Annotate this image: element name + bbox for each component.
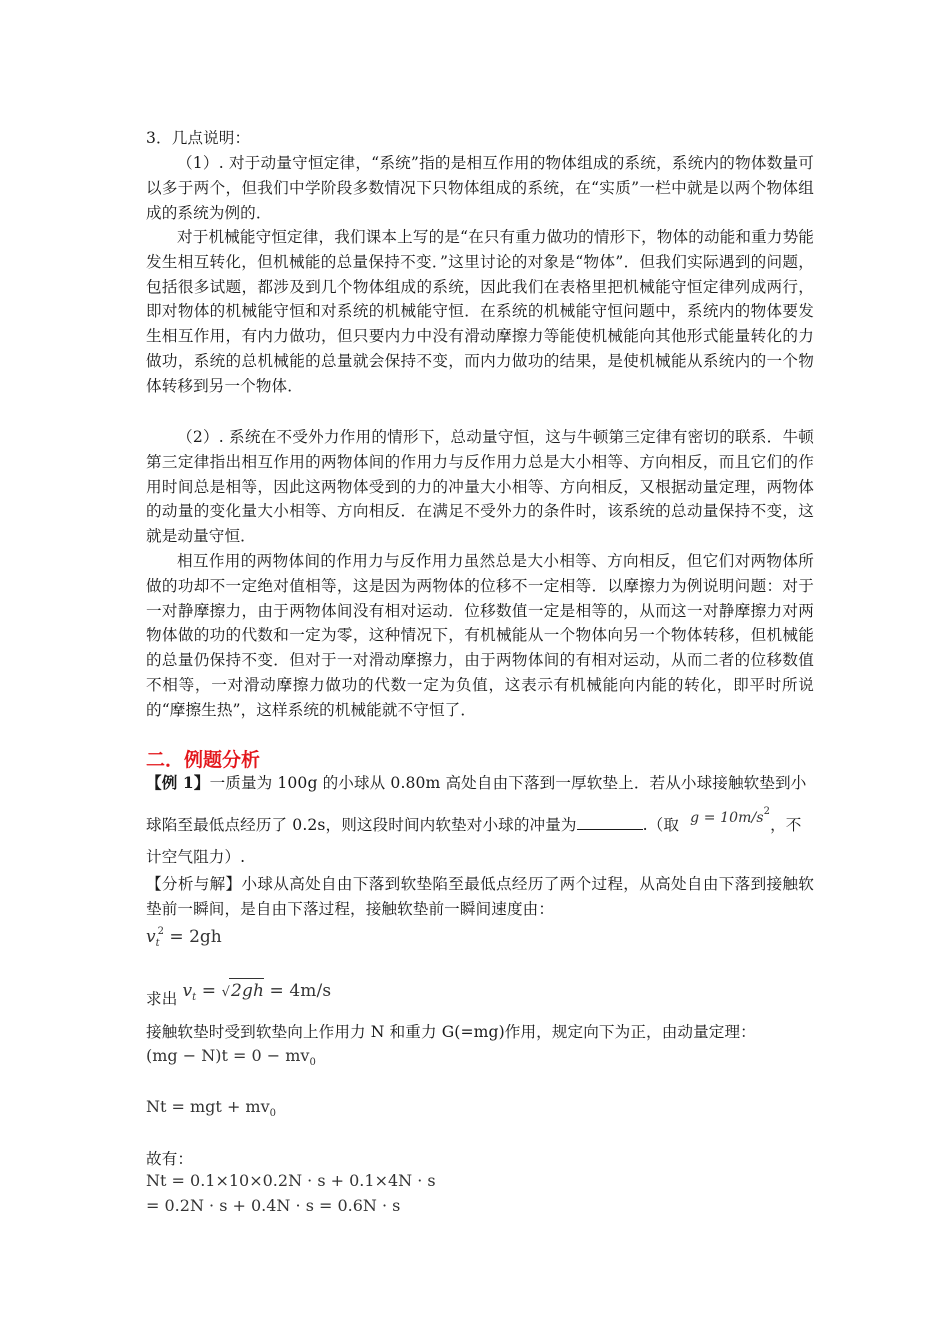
question-text-2: 球陷至最低点经历了 0.2s，则这段时间内软垫对小球的冲量为 (146, 816, 577, 834)
question-text-2c: ，不 (770, 816, 802, 834)
analysis-text: 小球从高处自由下落到软垫陷至最低点经历了两个过程，从高处自由下落到接触软垫前一瞬间，是自由下落过程，接触软垫前一瞬间速度由： (146, 875, 814, 918)
gravity-formula: $g = 10m/s^2$ (690, 806, 771, 826)
momentum-equation-2: Nt = mgt + $mv_0$ (146, 1097, 277, 1119)
section-3-title: 3．几点说明： (146, 129, 251, 147)
contact-text: 接触软垫时受到软垫向上作用力 N 和重力 G(=mg)作用，规定向下为正，由动量定理： (146, 1023, 756, 1041)
therefore-label: 故有： (146, 1150, 194, 1168)
answer-blank (577, 815, 643, 830)
eq2-rhs: = 4m/s (269, 981, 332, 1001)
equation-vt-result: 求出 $v_t = √2gh = 4m/s$ (146, 978, 814, 1011)
question-text-2b: .（取 (642, 816, 680, 834)
section-heading: 二．例题分析 (146, 749, 261, 771)
question-text-1: 一质量为 100g 的小球从 0.80m 高处自由下落到一厚软垫上．若从小球接触软垫到小 (209, 774, 807, 792)
equation-vt-squared: $v_t^2 = 2gh$ (146, 926, 222, 949)
example-question-line-1 (146, 771, 814, 796)
paragraph-4: 相互作用的两物体间的作用力与反作用力虽然总是大小相等、方向相反，但它们对两物体所做的功却不一定绝对值相等，这是因为两物体的位移不一定相等．以摩擦力为例说明问题：对于一对静摩擦力，由于两物体间没有相对运动．位移数值一定是相等的，从而这一对静摩擦力对两物体做的功的代数和一定为零，这种情况下，有机械能从一个物体向另一个物体转移，但机械能的总量仍保持不变．但对于一对滑动摩擦力，由于两物体间的有相对运动，从而二者的位移数值不相等，一对滑动摩擦力做功的代数一定为负值，这表示有机械能向内能的转化，即平时所说的“摩擦生热”，这样系统的机械能就不守恒了． (146, 552, 814, 719)
paragraph-1: （1）. 对于动量守恒定律，“系统”指的是相互作用的物体组成的系统，系统内的物体数量可以多于两个，但我们中学阶段多数情况下只物体组成的系统，在“实质”一栏中就是以两个物体组成的系统为例的． (146, 154, 814, 222)
calculation-line-2: = 0.2N · s + 0.4N · s = 0.6N · s (146, 1196, 401, 1215)
solve-label: 求出 (146, 990, 178, 1008)
example-tag: 【例 1】 (146, 773, 210, 792)
eq1-rhs: = 2gh (169, 927, 222, 947)
calculation-line-1: Nt = 0.1×10×0.2N · s + 0.1×4N · s (146, 1171, 436, 1190)
analysis-tag: 【分析与解】 (146, 875, 242, 893)
paragraph-3: （2）. 系统在不受外力作用的情形下，总动量守恒，这与牛顿第三定律有密切的联系．牛顿第三定律指出相互作用的两物体间的作用力与反作用力总是大小相等、方向相反，而且它们的作用时间总是相等，因此这两物体受到的力的冲量大小相等、方向相反，又根据动量定理，两物体的动量的变化量大小相等、方向相反．在满足不受外力的条件时，该系统的总动量保持不变，这就是动量守恒． (146, 428, 814, 546)
example-question-line-2 (146, 808, 814, 839)
momentum-equation-1: $(mg - N)t = 0 - mv_0$ (146, 1046, 316, 1068)
paragraph-2: 对于机械能守恒定律，我们课本上写的是“在只有重力做功的情形下，物体的动能和重力势能发生相互转化，但机械能的总量保持不变．”这里讨论的对象是“物体”．但我们实际遇到的问题，包括很多试题，都涉及到几个物体组成的系统，因此我们在表格里把机械能守恒定律列成两行，即对物体的机械能守恒和对系统的机械能守恒．在系统的机械能守恒问题中，系统内的物体要发生相互作用，有内力做功，但只要内力中没有滑动摩擦力等能使机械能向其他形式能量转化的力做功，系统的总机械能的总量就会保持不变，而内力做功的结果，是使机械能从系统内的一个物体转移到另一个物体． (146, 228, 814, 395)
example-question-line-3: 计空气阻力）. (146, 848, 246, 866)
analysis-paragraph (146, 872, 814, 922)
